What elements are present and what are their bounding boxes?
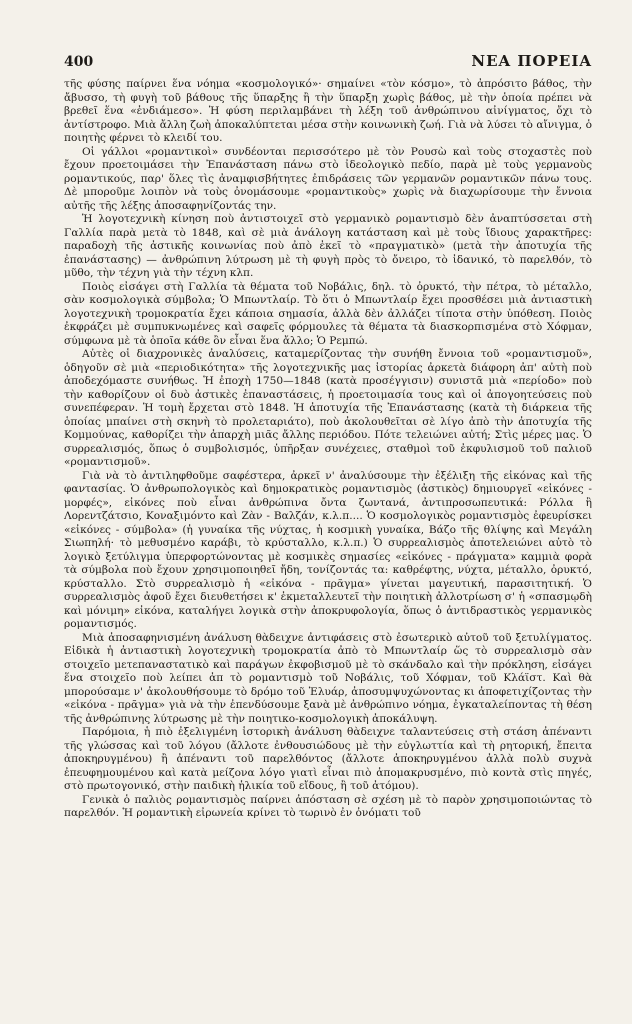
paragraph: τῆς φύσης παίρνει ἕνα νόημα «κοσμολογικό»· σημαίνει «τὸν κόσμο», τὸ ἀπρόσιτο βάθος, τὴν ἄβυσσο, τὴ φυγὴ τοῦ βάθους τῆς ὕπαρξης ἢ τὴν ὕπαρξη χωρὶς βάθος, μὲ τὴν ὁποία πρέπει νὰ βρεθεῖ ἕνα «ἐνδιάμεσο». Ἡ φύση περιλαμβάνει τὴ λέξη τοῦ ἀνθρώπινου αἰνίγματος, ὄχι τὸ ἀντίστροφο. Μιὰ ἄλλη ζωὴ ἀποκαλύπτεται μέσα στὴν κοινωνικὴ ζωή. Γιὰ νὰ λύσει τὸ αἴνιγμα, ὁ ποιητὴς φέρνει τὸ κλειδί του. bbox=[64, 78, 592, 144]
body-text bbox=[64, 78, 592, 821]
paragraph: Γιὰ νὰ τὸ ἀντιληφθοῦμε σαφέστερα, ἀρκεῖ ν' ἀναλύσουμε τὴν ἐξέλιξη τῆς εἰκόνας καὶ τῆς φαντασίας. Ὁ ἀνθρωπολογικὸς καὶ δημοκρατικὸς ρομαντισμὸς (ἀστικὸς) δημιουργεῖ «εἰκόνες - μορφές», εἰκόνες ποὺ εἶναι ἀνθρώπινα ὄντα ζωντανά, ἀντιπροσωπευτικά: Ρόλλα ἢ Λορεντζάτσιο, Κοναξιμόντο καὶ Ζὰν - Βαλζάν, κ.λ.π.... Ὁ κοσμολογικὸς ρομαντισμὸς ἐφευρίσκει «εἰκόνες - σύμβολα» (ἡ γυναίκα τῆς νύχτας, ἡ κοσμικὴ γυναίκα, Βάζο τῆς θλίψης καὶ Μεγάλη Σιωπηλή· τὸ μεθυσμένο καράβι, τὸ κρύσταλλο, κ.λ.π.) Ὁ συρρεαλισμὸς ἀποτελειώνει αὐτὸ τὸ λογικὸ ξετύλιγμα ὑπερφορτώνοντας μὲ κοσμικὲς σημασίες «εἰκόνες - πράγματα» καμμιὰ φορὰ τὰ σύμβολα ποὺ ἔχουν χρησιμοποιηθεῖ ἤδη, τονίζοντάς τα: καθρέφτης, νύχτα, μέταλλο, ὀρυκτό, κρύσταλλο. Στὸ συρρεαλισμὸ ἡ «εἰκόνα - πρᾶγμα» γίνεται μαγευτική, παρασιτητική. Ὁ συρρεαλισμὸς ἀφοῦ ἔχει διευθετήσει κ' ἐκμεταλλευτεῖ τὴν ποιητικὴ ἀλλοτρίωση σ' ἡ «σπασμῳδὴ καὶ μόνιμη» εἰκόνα, καταλήγει λογικὰ στὴν ἀποκρυφολογία, ὅπως ὁ ἀντιδραστικὸς γερμανικὸς ρομαντισμός. bbox=[64, 469, 592, 630]
paragraph: Παρόμοια, ἡ πιὸ ἐξελιγμένη ἱστορικὴ ἀνάλυση θὰδειχνε ταλαντεύσεις στὴ στάση ἀπέναντι τῆς γλώσσας καὶ τοῦ λόγου (ἄλλοτε ἐνθουσιώδους μὲ τὴν εὐγλωττία καὶ τὴ ρητορική, ἔπειτα ἀποκηρυγμένου) ἢ ἀπέναντι τοῦ παρελθόντος (ἄλλοτε ἀποκηρυγμένου ἀλλὰ πολὺ συχνὰ ἐπευφημουμένου καὶ κατὰ μείζονα λόγο γιατὶ εἶναι πιὸ ἀπομακρυσμένο, πιὸ κοντὰ στὶς πηγές, στὸ πρωτογονικό, στὴν παιδικὴ ἡλικία τοῦ εἴδους, ἢ τοῦ ἀτόμου). bbox=[64, 726, 592, 792]
running-title: ΝΕΑ ΠΟΡΕΙΑ bbox=[471, 52, 592, 70]
paragraph: Οἱ γάλλοι «ρομαντικοὶ» συνδέονται περισσότερο μὲ τὸν Ρουσὼ καὶ τοὺς στοχαστὲς ποὺ ἔχουν προετοιμάσει τὴν Ἐπανάσταση πάνω στὸ ἰδεολογικὸ πεδίο, παρὰ μὲ τοὺς γερμανοὺς ρομαντικούς, παρ' ὅλες τὶς ἀναμφισβήτητες ἐπιδράσεις τῶν γερμανῶν ρομαντικῶν πάνω τους. Δὲ μποροῦμε λοιπὸν νὰ τοὺς ὀνομάσουμε «ρομαντικοὺς» χωρὶς νὰ διαχωρίσουμε τὴν ἔννοια αὐτῆς τῆς λέξης ἀποσαφηνίζοντάς την. bbox=[64, 145, 592, 212]
paragraph: Ποιὸς εἰσάγει στὴ Γαλλία τὰ θέματα τοῦ Νοβάλις, δηλ. τὸ ὀρυκτό, τὴν πέτρα, τὸ μέταλλο, σὰν κοσμολογικὰ σύμβολα; Ὁ Μπωντλαίρ. Τὸ ὅτι ὁ Μπωντλαίρ ἔχει προσθέσει μιὰ ἀντιαστικὴ λογοτεχνικὴ τρομοκρατία ἔχει κάποια σημασία, ἀλλὰ δὲν ἀλλάζει τίποτα στὴν ὑπόθεση. Ποιὸς ἐκφράζει μὲ συμπυκνωμένες καὶ σαφεῖς φόρμουλες τὰ θέματα τὰ διασκορπισμένα στὸ Χόφμαν, σύμφωνα μὲ τὰ ὁποῖα κάθε ὂν εἶναι ἕνα ἄλλο; Ὁ Ρεμπώ. bbox=[64, 280, 592, 347]
page-number: 400 bbox=[64, 54, 94, 70]
paragraph: Γενικὰ ὁ παλιὸς ρομαντισμὸς παίρνει ἀπόσταση σὲ σχέση μὲ τὸ παρὸν χρησιμοποιώντας τὸ παρελθόν. Ἡ ρομαντικὴ εἰρωνεία κρίνει τὸ τωρινὸ ἐν ὀνόματι τοῦ bbox=[64, 793, 592, 819]
paragraph: Ἡ λογοτεχνικὴ κίνηση ποὺ ἀντιστοιχεῖ στὸ γερμανικὸ ρομαντισμὸ δὲν ἀναπτύσσεται στὴ Γαλλία παρὰ μετὰ τὸ 1848, καὶ σὲ μιὰ ἀνάλογη κατάσταση καὶ μὲ τοὺς ἴδιους χαρακτῆρες: παραδοχὴ τῆς ἀστικῆς κοινωνίας ποὺ ἀπὸ ἐκεῖ τὸ «πραγματικὸ» (μετὰ τὴν ἀποτυχία τῆς ἐπανάστασης) — ἀνθρώπινη λύτρωση μὲ τὴ φυγὴ πρὸς τὸ ὄνειρο, τὸ ἰδανικό, τὸ παρελθόν, τὸ μῦθο, τὴν τέχνη γιὰ τὴν τέχνη κλπ. bbox=[64, 213, 592, 279]
paragraph: Μιὰ ἀποσαφηνισμένη ἀνάλυση θὰδειχνε ἀντιφάσεις στὸ ἐσωτερικὸ αὐτοῦ τοῦ ξετυλίγματος. Εἰδικὰ ἡ ἀντιαστικὴ λογοτεχνικὴ τρομοκρατία ἀπὸ τὸ Μπωντλαίρ ὥς τὸ συρρεαλισμὸ σὰν στοιχεῖο μετεπαναστατικὸ καὶ παράγων ἐκφοβισμοῦ μὲ τὸ σκάνδαλο καὶ τὴν πρόκληση, εἰσάγει ἕνα στοιχεῖο ποὺ λείπει ἀπ τὸ ρομαντισμὸ τοῦ Νοβάλις, τοῦ Χόφμαν, τοῦ Κλάϊστ. Καὶ θὰ μπορούσαμε ν' ἀκολουθήσουμε τὸ δρόμο τοῦ Ἐλυάρ, ἀποσυμψυχώνοντας κι ἀποφετιχίζοντας τὴν «εἰκόνα - πρᾶγμα» γιὰ νὰ τὴν ἐπενδύσουμε ξανὰ μὲ ἀνθρώπινο νόημα, ἐγκαταλείποντας τὴ θέση τῆς ἀνθρώπινης λύτρωσης μὲ τὴν ποιητικο-κοσμολογικὴ ἀποκάλυψη. bbox=[64, 631, 592, 725]
paragraph: Αὐτὲς οἱ διαχρονικὲς ἀναλύσεις, καταμερίζοντας τὴν συνήθη ἔννοια τοῦ «ρομαντισμοῦ», ὁδηγοῦν σὲ μιὰ «περιοδικότητα» τῆς λογοτεχνικῆς μας ἱστορίας ἀρκετὰ διάφορη ἀπ' αὐτὴ ποὺ ἀποδεχόμαστε συνήθως. Ἡ ἐποχὴ 1750—1848 (κατὰ προσέγγισιν) συνιστᾶ μιὰ «περίοδο» ποὺ τὴν καθορίζουν οἱ δυὸ ἀστικὲς ἐπαναστάσεις, ἡ προετοιμασία τους καὶ οἱ ἀπογοητεύσεις ποὺ συνεπέφεραν. Ἡ τομὴ ἔρχεται στὸ 1848. Ἡ ἀποτυχία τῆς Ἐπανάστασης (κατὰ τὴ διάρκεια τῆς ὁποίας μπαίνει στὴ σκηνὴ τὸ προλεταριάτο), ποὺ ἀκολουθεῖται σὲ λίγο ἀπὸ τὴν ἀποτυχία τῆς Κομμούνας, καθορίζει τὴν ἀπαρχὴ μιᾶς ἄλλης περιόδου. Πότε τελειώνει αὐτή; Στὶς μέρες μας. Ὁ συρρεαλισμός, ὅπως ὁ συμβολισμός, ὑπῆρξαν συνέχειες, σταθμοὶ τοῦ ἐκφυλισμοῦ τοῦ παλιοῦ «ρομαντισμοῦ». bbox=[64, 348, 592, 468]
page-header bbox=[64, 52, 592, 70]
